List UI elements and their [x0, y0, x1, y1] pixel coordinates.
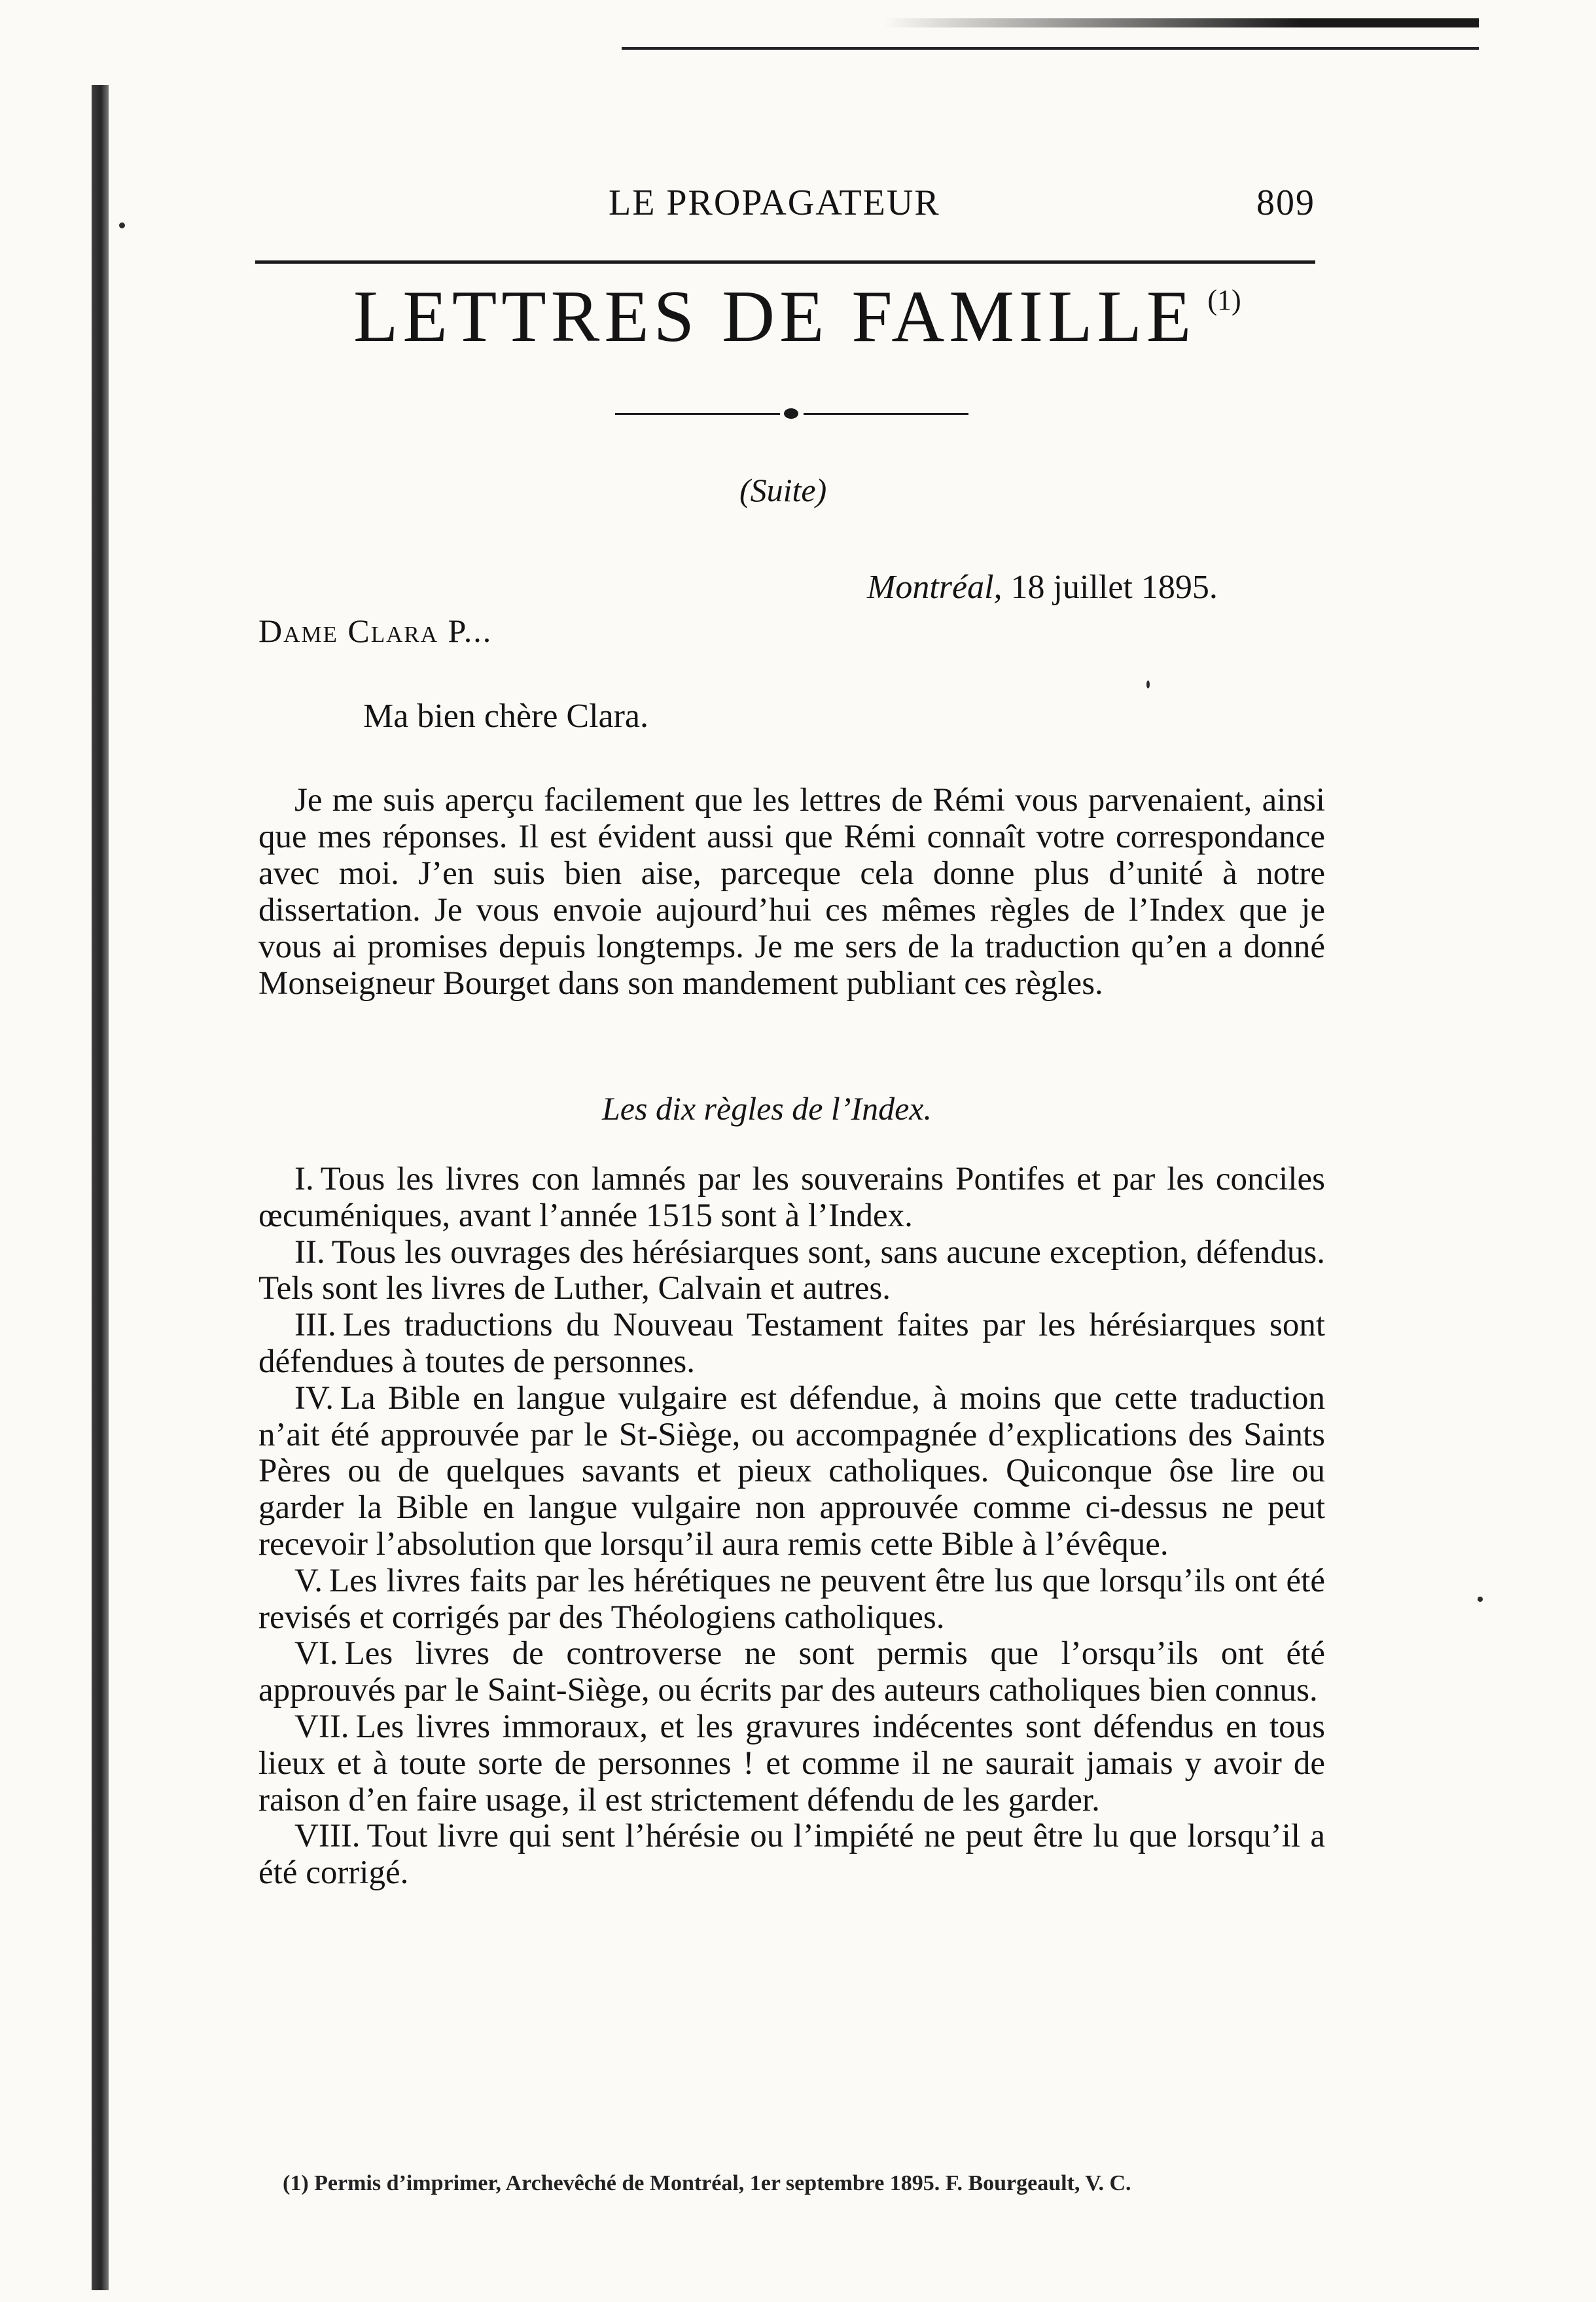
rule-item: [258, 1235, 1325, 1308]
rule-text: Les livres immoraux, et les gravures indécentes sont défendus en tous lieux et à toute sorte de personnes ! et comme il ne saurait jamais y avoir de raison d’en faire usage, il est strictement défendu de les garder.: [258, 1708, 1325, 1818]
rule-text: Tous les livres con lamnés par les souverains Pontifes et par les conciles œcuméniques, avant l’année 1515 sont à l’Index.: [258, 1161, 1325, 1234]
rule-item: [258, 1381, 1325, 1563]
rule-item: [258, 1818, 1325, 1892]
rule-text: Tous les ouvrages des hérésiarques sont, sans aucune exception, défendus. Tels sont les livres de Luther, Calvain et autres.: [258, 1233, 1325, 1307]
rule-number: V.: [294, 1562, 323, 1599]
header-rule: [255, 260, 1315, 264]
rule-number: III.: [294, 1307, 336, 1344]
top-scan-rule: [883, 18, 1479, 27]
scan-binding-edge: [92, 85, 109, 2290]
title-ornament: [615, 411, 968, 417]
scan-speck: [119, 222, 125, 228]
article-title-text: LETTRES DE FAMILLE: [353, 276, 1196, 357]
title-footnote-mark: (1): [1207, 284, 1241, 316]
letter-salutation: Ma bien chère Clara.: [363, 698, 649, 735]
rules-list: [258, 1161, 1325, 1892]
article-title: [353, 275, 1335, 359]
rules-heading: Les dix règles de l’Index.: [602, 1090, 932, 1127]
rule-text: Les livres faits par les hérétiques ne peuvent être lus que lorsqu’ils ont été revisés et corrigés par des Théologiens catholiques.: [258, 1562, 1325, 1636]
letter-date-text: 18 juillet 1895.: [1002, 569, 1218, 606]
scan-speck: [1146, 681, 1150, 688]
letter-body: Je me suis aperçu facilement que les lettres de Rémi vous parvenaient, ainsi que mes réponses. Il est évident aussi que Rémi connaît votre correspondance avec moi. J’en suis bien aise, parceque cela donne plus d’unité à notre dissertation. Je vous envoie aujourd’hui ces mêmes règles de l’Index que je vous ai promises depuis longtemps. Je me sers de la traduction qu’en a donné Monseigneur Bourget dans son mandement publiant ces règles.: [258, 782, 1325, 1002]
footnote: (1) Permis d’imprimer, Archevêché de Montréal, 1er septembre 1895. F. Bourgeault, V. C.: [283, 2171, 1131, 2195]
rule-number: VIII.: [294, 1818, 361, 1855]
letter-addressee: Dame Clara P...: [258, 612, 493, 649]
rule-item: [258, 1161, 1325, 1235]
page-number: 809: [1256, 183, 1315, 223]
running-header: [255, 177, 1315, 229]
rule-number: VII.: [294, 1708, 349, 1745]
rule-number: IV.: [294, 1379, 334, 1417]
rule-text: Tout livre qui sent l’hérésie ou l’impiété ne peut être lu que lorsqu’il a été corrigé.: [258, 1818, 1325, 1892]
rule-text: Les livres de controverse ne sont permis que l’orsqu’ils ont été approuvés par le Saint-Siège, ou écrits par des auteurs catholiques bien connus.: [258, 1635, 1325, 1709]
rule-number: II.: [294, 1233, 325, 1271]
running-title: LE PROPAGATEUR: [609, 183, 940, 223]
rule-item: [258, 1709, 1325, 1818]
scan-speck: [1478, 1597, 1483, 1602]
rule-item: [258, 1636, 1325, 1709]
letter-date: [867, 568, 1218, 607]
rule-item: [258, 1563, 1325, 1637]
top-rule: [622, 47, 1479, 50]
subtitle: (Suite): [739, 472, 827, 508]
rule-number: VI.: [294, 1635, 338, 1673]
rule-item: [258, 1307, 1325, 1381]
rule-text: Les traductions du Nouveau Testament faites par les hérésiarques sont défendues à toutes de personnes.: [258, 1307, 1325, 1380]
letter-place: Montréal,: [867, 569, 1002, 606]
rule-text: La Bible en langue vulgaire est défendue, à moins que cette traduction n’ait été approuvée par le St-Siège, ou accompagnée d’explications des Saints Pères ou de quelques savants et pieux catholiques. Quiconque ôse lire ou garder la Bible en langue vulgaire non approuvée comme ci-dessus ne peut recevoir l’absolution que lorsqu’il aura remis cette Bible à l’évêque.: [258, 1379, 1325, 1563]
rule-number: I.: [294, 1161, 314, 1197]
